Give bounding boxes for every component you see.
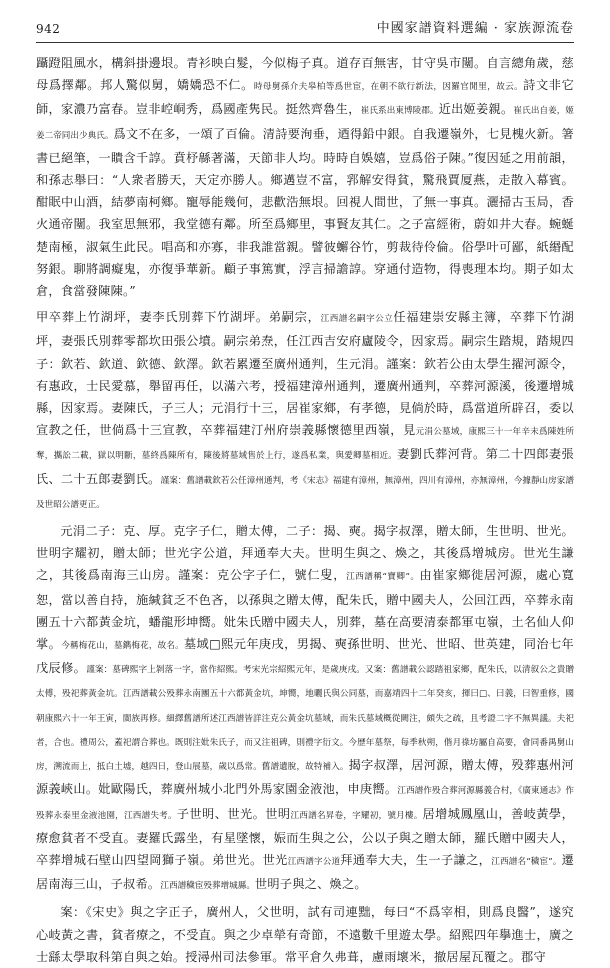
body-run: 居增城鳳凰山，善岐黃學，療愈貧者不受直。妻羅氏露坐，有星墜懷，娠而生與之公，公以子與之贈太師，羅氏贈中國夫人，卒葬增城石壁山四望岡獅子嶺。弟世光。世光 <box>36 806 575 867</box>
body-text <box>36 52 575 964</box>
body-run: 詩文非它師，家濃乃富春。豈非崆峒秀，爲國產隽民。挺然齊魯生， <box>36 78 575 117</box>
annotation-note: 今稱梅花山，墓鐫梅花，故名。 <box>61 641 184 652</box>
annotation-note: 江西譜字公道 <box>287 856 341 867</box>
body-run: 爲文不在多，一頌了百倫。清詩要洵垂，迺得鉛中銀。自我遷嶺外，七見槐火新。箸書已絕筆，一瞶含千諄。賁杼緜著滿，天節非人均。時時自娛嬉，豈爲俗子陳。”復因延之用前韻，和孫志舉曰：“人衆者勝天，天定亦勝人。鄉邁豈不富，郛解安得貧，驚飛賈厦燕，走散入幕賓。酣眠中山酒，結夢南柯鄉。寵辱能幾何，悲歡浩無垠。回視人間世，了無一事真。灑掃古玉局，香火通帝闉。我室思無邪，我堂德有鄰。所至爲鄉里，事賢友其仁。之子富經術，蔚如井大春。蜿蜒楚南極，淑氣生此民。唱高和亦寡，非我誰當親。譬彼蠏谷竹，剪裁待伶倫。俗學叶可鄙，紙緡配努銀。聊將調癡鬼，亦復爭華新。顧子事篤實，浮言掃譫諄。穿通付造物，得喪理本均。期子如太倉，食當發陳陳。” <box>36 126 574 299</box>
body-run: 近出姬姜親。 <box>438 102 514 117</box>
annotation-note: 江西譜名嗣字公立 <box>320 314 394 325</box>
body-run: 案：《宋史》與之字正子，廣州人，父世明，試有司連黜，每曰“不爲宰相，則爲良醫”，遂究心岐黃之書，貧者療之，不受直。與之少卓犖有奇節，不遠數千里遊太學。紹熙四年擧進士，廣之士繇太學取科第自與之始。授潯州司法參軍。常平倉久弗葺，慮雨壞米，撤居屋瓦覆之。郡守 <box>36 905 574 964</box>
body-run: 由崔家鄉徙居河源，處心寬恕，當以善自持，施緘貧乏不色吝，以孫與之贈太傅，配朱氏，贈中國夫人，公回江西，卒葬永南團五十六都黃金坑，蟠龍形坤嚮。妣朱氏贈中國夫人，別葬，墓在高要清泰都軍屯嶺，土名仙人仰掌。 <box>36 568 575 652</box>
annotation-note: 謹案：墓碑熙字上剝落一字，當作紹熙。考宋光宗紹熙元年，是歲庚戌。又案：舊譜載公認踏祖家鄉，配朱氏，以清叙公之貴贈太傅，殁祀葬黃金坑。江西譜載公殁葬永南團五十六都黃金坑，坤嚮，地曬氏與公同墓，而嘉靖四十二年癸亥，揮曰□、曰義，曰智重修，國朝康熙六十一年王寅，閩族再修。細繹舊譜所述江西譜皆詳注克公黃金坑墓域，而朱氏墓域概從闕注，頗失之疏，且考證二字不無異議。夫祀者，合也。禮周公，蓋祀謂合葬也。既則注妣朱氏子，而又注祖碑，則禮字衍文。今歷年墓祭，每季秋朔，偕月祿坊屬自高要，會同番禺舅山房，溯流而上，抵白土墟，越四日，登山展墓，歲以爲常。舊譜遺脫，故特補入。 <box>36 665 574 773</box>
annotation-note: 時母舅孫介夫皋柏等爲世宦，在朝不欲行新法，因羅官閒里，故云。 <box>253 82 524 93</box>
body-run: 元涓二子：克、厚。克字子仁，贈太傅，二子：揭、奭。揭字叔澤，贈太師，生世明、世光。世明字耀初，贈太師；世光字公道，拜通奉大夫。世明生與之、煥之，其後爲增城房。世光生謙之，其後爲南海三山房。謹案：克公字子仁，號仁叟， <box>36 524 574 583</box>
annotation-note: 江西譜稱“寶卿”。 <box>346 572 420 583</box>
body-run: 世明子與之、煥之。 <box>254 877 367 892</box>
annotation-note: 江西譜穢宦殁葬增城縣。 <box>160 881 255 892</box>
running-header <box>36 16 574 36</box>
body-run: 揭字叔澤，居河源，贈太傅，殁葬惠州河源義峽山。妣歐陽氏，葬廣州城小北門外馬家園金液池，申庚嚮。 <box>36 758 574 797</box>
annotation-note: 崔氏出自姜，姬姜二帝同出少典氏。 <box>36 106 575 141</box>
body-run: 拜通奉大夫，生一子謙之， <box>340 852 492 867</box>
paragraph <box>36 306 574 516</box>
paragraph <box>36 901 574 968</box>
page-number: 942 <box>36 22 61 36</box>
body-run: 墓域□熙元年庚戌，男揭、奭孫世明、世光、世昭、世英建，同治七年戊辰修。 <box>36 637 574 676</box>
annotation-note: 崔氏系出東博陵郡。 <box>360 106 439 117</box>
body-run: 子世明、世光。世明 <box>176 806 291 821</box>
body-run: 甲卒葬上竹湖坪，妻李氏別葬下竹湖坪。弟嗣宗， <box>36 310 321 325</box>
annotation-note: 江西譜名昇卷，字耀初，號月樓。 <box>290 810 423 821</box>
body-run: 遷居南海三山，子叔希。 <box>36 852 574 892</box>
header-rule <box>36 42 574 43</box>
running-title: 中國家譜資料選編 · 家族源流卷 <box>376 21 574 36</box>
body-run: 躡蹬阻風水，構斜掛邊垠。青衫映白髮，今似梅子真。道存百無害，甘守吳市闉。自言總角歲，慈母爲擇鄰。邦人驚似舅，嬌嬌恐不仁。 <box>36 56 574 93</box>
body-run: 妻劉氏葬河背。第二十四郎妻張氏、二十五郎妻劉氏。 <box>36 447 574 486</box>
paragraph <box>36 52 574 302</box>
paragraph <box>36 520 574 897</box>
annotation-note: 元涓公墓域，康熙三十一年辛未爲陳姓所奪，攜訟二載，獄以明斷，墓終爲陳所有，陳後將墓域售於上行，遂爲私業，與愛卿墓相近。 <box>36 427 574 462</box>
annotation-note: 江西譜作殁合葬河源縣義合村，《廣東通志》作殁葬永泰里金液池園，江西譜失考。 <box>36 786 575 821</box>
annotation-note: 江西譜名“穢宦”。 <box>491 856 562 867</box>
annotation-note: 謹案：舊譜載欽若公任漳州通判，考《宋志》福建有漳州，無漳州，四川有漳州，亦無漳州，今據靜山房家譜及世昭公譜更正。 <box>36 475 574 510</box>
body-run: 任福建崇安縣主簿，卒葬下竹湖坪，妻張氏別葬零都坎田張公墳。嗣宗弟焘，任江西吉安府廬陵令，因家焉。嗣宗生踏規，踏規四子：欽若、欽道、欽德、欽澤。欽若累遷至廣州通判，生元涓。謹案：欽若公由太學生擢河源令，有惠政，士民愛慕，舉留再任，以滿六考，授福建漳州通判，遷廣州通判，卒葬河源溪，後遷增城縣，因家焉。妻陳氏，子三人；元涓行十三，居崔家鄉，有孝德，見倘於時，爲當道所辟召，委以宣教之任，世倘爲十三宣教，卒葬福建汀州府崇義縣懷德里西嶺，見 <box>36 310 574 438</box>
